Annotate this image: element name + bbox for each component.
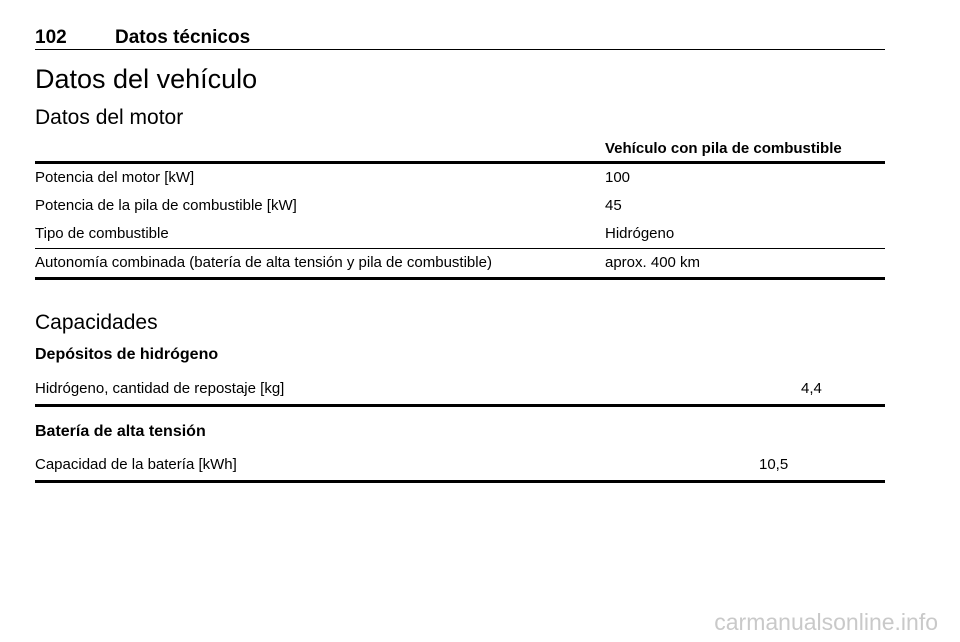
hydrogen-row [35, 376, 885, 407]
battery-heading: Batería de alta tensión [35, 423, 206, 440]
motor-table [35, 137, 885, 280]
row-value: 45 [605, 197, 622, 214]
motor-table-header [35, 137, 885, 164]
row-label: Autonomía combinada (batería de alta tensión y pila de combustible) [35, 254, 492, 271]
row-label: Tipo de combustible [35, 225, 169, 242]
hydrogen-label: Hidrógeno, cantidad de repostaje [kg] [35, 380, 285, 397]
row-label: Potencia de la pila de combustible [kW] [35, 197, 297, 214]
table-row [35, 192, 885, 220]
battery-row [35, 452, 885, 483]
hydrogen-tanks-heading: Depósitos de hidrógeno [35, 346, 219, 363]
watermark: carmanualsonline.info [714, 609, 938, 635]
battery-label: Capacidad de la batería [kWh] [35, 456, 237, 473]
section-title: Datos técnicos [115, 27, 251, 48]
manual-page [35, 0, 885, 642]
row-value: aprox. 400 km [605, 254, 701, 271]
table-row [35, 249, 885, 280]
row-value: Hidrógeno [605, 225, 675, 242]
battery-value: 10,5 [759, 456, 789, 473]
capacities-heading: Capacidades [35, 311, 158, 334]
hydrogen-value: 4,4 [801, 380, 822, 397]
table-row [35, 164, 885, 192]
column-header: Vehículo con pila de combustible [605, 140, 842, 157]
page-title: Datos del vehículo [35, 64, 258, 94]
page-header [35, 27, 885, 50]
row-value: 100 [605, 169, 631, 186]
table-row [35, 220, 885, 249]
row-label: Potencia del motor [kW] [35, 169, 195, 186]
motor-heading: Datos del motor [35, 106, 184, 129]
page-number: 102 [35, 27, 67, 48]
